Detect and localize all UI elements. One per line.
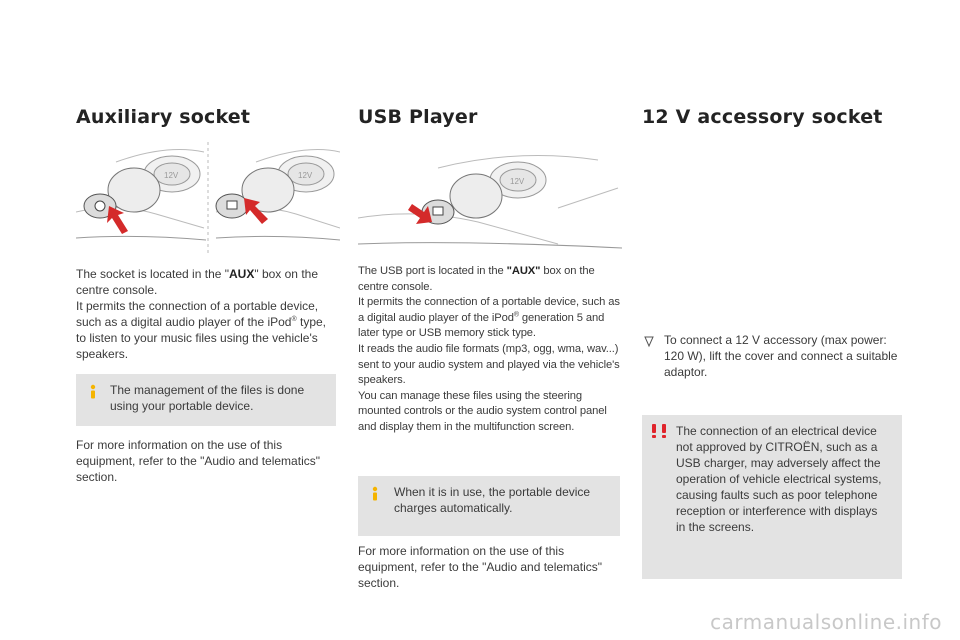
usb-illustration [358,148,622,254]
aux-illustration [76,142,340,254]
info-icon [368,486,382,502]
accessory-socket-illustration [642,142,904,254]
accessory-warning-text: The connection of an electrical device not approved by CITROËN, such as a USB charger, may adversely affect the operation of vehicle electrical systems, causing faults such as poor telephone reception or interference with displays in the screens. [676,424,882,534]
aux-illustration-right [216,150,340,240]
accessory-warning-note [642,415,902,579]
warning-icon [650,423,670,439]
accessory-connect-instruction: To connect a 12 V accessory (max power: 120 W), lift the cover and connect a suitable adaptor. [664,333,898,379]
usb-info-note [358,476,620,536]
aux-cap-label-right: 12V [298,171,313,180]
info-icon [86,384,100,400]
aux-cap-label-left: 12V [164,171,179,180]
watermark: carmanualsonline.info [710,610,942,634]
aux-more-info: For more information on the use of this equipment, refer to the "Audio and telematics" section. [76,438,320,484]
aux-info-text: The management of the files is done using your portable device. [110,383,305,413]
aux-title: Auxiliary socket [76,106,251,128]
bullet-arrow-icon [644,336,654,348]
aux-info-note [76,374,336,426]
usb-cap-label: 12V [510,177,525,186]
accessory-socket-title: 12 V accessory socket [642,106,883,128]
usb-description: The USB port is located in the "AUX" box on the centre console. It permits the connection of a portable device, such as a digital audio player of the iPod® generation 5 and later type or USB memory stick type. It reads the audio file formats (mp3, ogg, wma, wav...) sent to your audio system and played via the vehicle's speakers. You can manage these files using the steering mounted controls or the audio system control panel and display them in the multifunction screen. [358,265,620,433]
usb-title: USB Player [358,106,478,128]
usb-info-text: When it is in use, the portable device charges automatically. [394,485,591,515]
aux-location-text: The socket is located in the "AUX" box on the centre console. It permits the connection of a portable device, such as a digital audio player of the iPod® type, to listen to your music files using the vehicle's speakers. [76,267,327,361]
usb-more-info: For more information on the use of this equipment, refer to the "Audio and telematics" section. [358,544,602,590]
aux-illustration-left [76,150,206,240]
